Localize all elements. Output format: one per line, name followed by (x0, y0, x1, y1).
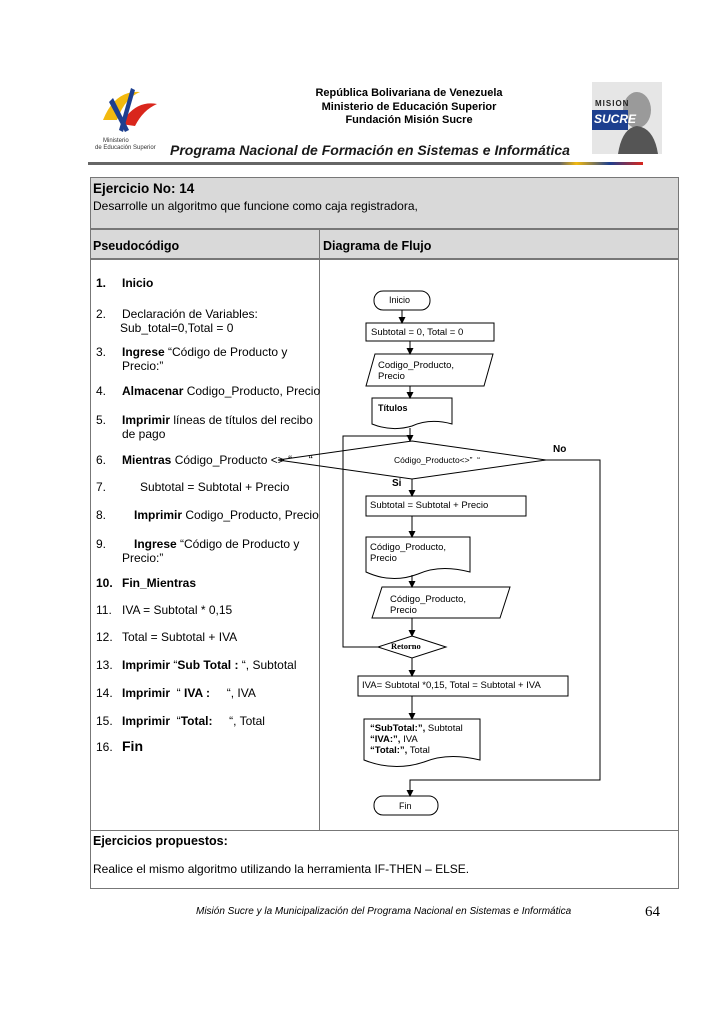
fc-output-line-2: “IVA:”, IVA (370, 734, 418, 745)
fc-input1-b: Precio (378, 371, 405, 382)
fc-doc1-b: Precio (370, 553, 397, 564)
ministry-logo-text1: Ministerio (103, 138, 129, 144)
pseudo-line-15: 15. Imprimir “Total: “, Total (96, 714, 265, 728)
flowchart-header: Diagrama de Flujo (323, 239, 432, 253)
fc-fin: Fin (399, 801, 412, 811)
pseudo-line-9b: Precio:” (122, 551, 164, 565)
proposed-text: Realice el mismo algoritmo utilizando la herramienta IF-THEN – ELSE. (93, 862, 470, 876)
pseudo-line-2b: Sub_total=0,Total = 0 (120, 321, 234, 335)
fc-retorno: Retorno (391, 641, 421, 651)
pseudo-line-11: 11. IVA = Subtotal * 0,15 (96, 603, 233, 617)
program-title: Programa Nacional de Formación en Sistemas e Informática (170, 142, 570, 158)
pseudo-line-3: 3. Ingrese “Código de Producto y (96, 345, 288, 359)
fc-condition: Código_Producto<>” “ (394, 455, 480, 465)
pseudo-line-2: 2. Declaración de Variables: (96, 307, 258, 321)
fc-init: Subtotal = 0, Total = 0 (371, 327, 464, 338)
fc-inicio: Inicio (389, 295, 411, 305)
exercise-title: Ejercicio No: 14 (93, 181, 195, 196)
page-number: 64 (645, 904, 660, 920)
pseudo-line-14: 14. Imprimir “ IVA : “, IVA (96, 686, 256, 700)
pseudo-line-9: 9. Ingrese “Código de Producto y (96, 537, 300, 551)
pseudo-line-10: 10. Fin_Mientras (96, 576, 197, 590)
pseudo-line-5: 5. Imprimir líneas de títulos del recibo (96, 413, 313, 427)
pseudocode-header: Pseudocódigo (93, 239, 180, 253)
fc-output-line-3: “Total:”, Total (370, 745, 430, 756)
pseudo-line-16: 16. Fin (96, 738, 143, 754)
fc-calc: IVA= Subtotal *0,15, Total = Subtotal + IVA (362, 680, 541, 691)
fc-titulos: Títulos (378, 403, 408, 413)
pseudo-line-6: 6. Mientras Código_Producto <> “ “ (96, 453, 313, 467)
pseudo-line-13: 13. Imprimir “Sub Total : “, Subtotal (96, 658, 297, 672)
pseudo-line-5b: de pago (122, 427, 166, 441)
pseudo-line-3b: Precio:” (122, 359, 164, 373)
sucre-text: SUCRE (594, 112, 637, 126)
header-line-3: Fundación Misión Sucre (345, 114, 473, 126)
ministry-logo-text2: de Educación Superior (95, 145, 156, 151)
fc-output-line-1: “SubTotal:”, Subtotal (370, 723, 463, 734)
proposed-title: Ejercicios propuestos: (93, 834, 228, 848)
fc-input1-a: Codigo_Producto, (378, 360, 455, 371)
fc-no: No (553, 444, 567, 455)
fc-doc1-a: Código_Producto, (370, 542, 447, 553)
footer-text: Misión Sucre y la Municipalización del Programa Nacional en Sistemas e Informática (196, 906, 572, 917)
header-line-1: República Bolivariana de Venezuela (315, 87, 503, 99)
fc-input2-a: Código_Producto, (390, 594, 467, 605)
mision-text: MISION (595, 99, 630, 108)
pseudo-line-12: 12. Total = Subtotal + IVA (96, 630, 238, 644)
pseudo-line-1: 1. Inicio (96, 276, 154, 290)
pseudo-line-7: 7. Subtotal = Subtotal + Precio (96, 480, 290, 494)
header-line-2: Ministerio de Educación Superior (321, 101, 497, 113)
fc-sum: Subtotal = Subtotal + Precio (370, 500, 489, 511)
fc-si: Si (392, 478, 402, 489)
pseudo-line-8: 8. Imprimir Codigo_Producto, Precio (96, 508, 319, 522)
exercise-description: Desarrolle un algoritmo que funcione como caja registradora, (93, 199, 418, 213)
pseudo-line-4: 4. Almacenar Codigo_Producto, Precio (96, 384, 321, 398)
fc-input2-b: Precio (390, 605, 417, 616)
